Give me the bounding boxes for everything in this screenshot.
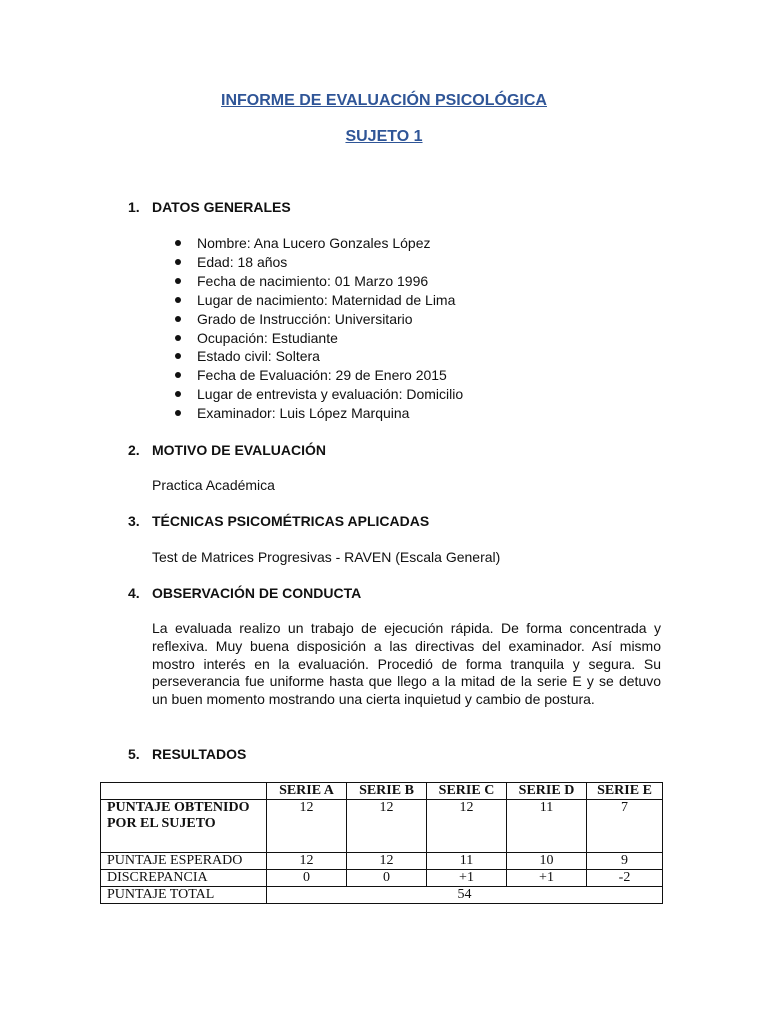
table-cell: +1 <box>427 870 507 887</box>
section-number: 5. <box>128 746 140 762</box>
section-number: 4. <box>128 585 140 601</box>
list-item: Grado de Instrucción: Universitario <box>173 310 463 329</box>
datos-generales-list <box>173 234 463 423</box>
list-item: Ocupación: Estudiante <box>173 329 463 348</box>
table-cell: 7 <box>587 800 663 853</box>
section-title: RESULTADOS <box>152 746 247 762</box>
row-label: PUNTAJE OBTENIDO POR EL SUJETO <box>101 800 267 853</box>
document-subtitle: SUJETO 1 <box>345 128 423 145</box>
bullet-icon <box>175 240 181 246</box>
section-number: 2. <box>128 442 140 458</box>
header-cell <box>101 783 267 800</box>
table-cell: 11 <box>507 800 587 853</box>
list-item: Lugar de entrevista y evaluación: Domicilio <box>173 385 463 404</box>
table-row <box>101 853 663 870</box>
bullet-icon <box>175 335 181 341</box>
document-title: INFORME DE EVALUACIÓN PSICOLÓGICA <box>221 92 547 109</box>
total-cell: 54 <box>267 887 663 904</box>
section-number: 3. <box>128 513 140 529</box>
bullet-icon <box>175 297 181 303</box>
bullet-icon <box>175 353 181 359</box>
list-item: Edad: 18 años <box>173 253 463 272</box>
section-heading-tecnicas <box>128 513 429 529</box>
list-item: Nombre: Ana Lucero Gonzales López <box>173 234 463 253</box>
table-cell: -2 <box>587 870 663 887</box>
table-cell: 0 <box>267 870 347 887</box>
section-heading-observacion <box>128 585 361 601</box>
row-label: DISCREPANCIA <box>101 870 267 887</box>
table-header-row <box>101 783 663 800</box>
list-item: Estado civil: Soltera <box>173 347 463 366</box>
bullet-icon <box>175 372 181 378</box>
table-cell: 9 <box>587 853 663 870</box>
header-cell: SERIE D <box>507 783 587 800</box>
row-label: PUNTAJE ESPERADO <box>101 853 267 870</box>
bullet-icon <box>175 391 181 397</box>
table-cell: 12 <box>267 800 347 853</box>
section-title: TÉCNICAS PSICOMÉTRICAS APLICADAS <box>152 513 430 529</box>
list-item: Fecha de Evaluación: 29 de Enero 2015 <box>173 366 463 385</box>
list-item: Examinador: Luis López Marquina <box>173 404 463 423</box>
header-cell: SERIE A <box>267 783 347 800</box>
table-cell: 12 <box>347 853 427 870</box>
section-heading-resultados <box>128 746 246 762</box>
section-title: DATOS GENERALES <box>152 199 291 215</box>
table-total-row <box>101 887 663 904</box>
section-heading-datos <box>128 199 291 215</box>
table-cell: 11 <box>427 853 507 870</box>
header-cell: SERIE E <box>587 783 663 800</box>
section-title: MOTIVO DE EVALUACIÓN <box>152 442 326 458</box>
table-cell: 12 <box>347 800 427 853</box>
header-cell: SERIE B <box>347 783 427 800</box>
bullet-icon <box>175 410 181 416</box>
motivo-text: Practica Académica <box>152 477 275 493</box>
bullet-icon <box>175 278 181 284</box>
row-label: PUNTAJE TOTAL <box>101 887 267 904</box>
bullet-icon <box>175 259 181 265</box>
list-item: Fecha de nacimiento: 01 Marzo 1996 <box>173 272 463 291</box>
table-row <box>101 870 663 887</box>
table-cell: +1 <box>507 870 587 887</box>
section-number: 1. <box>128 199 140 215</box>
header-cell: SERIE C <box>427 783 507 800</box>
tecnicas-text: Test de Matrices Progresivas - RAVEN (Escala General) <box>152 549 501 565</box>
bullet-icon <box>175 316 181 322</box>
table-row <box>101 800 663 853</box>
section-title: OBSERVACIÓN DE CONDUCTA <box>152 585 362 601</box>
table-cell: 12 <box>267 853 347 870</box>
table-cell: 0 <box>347 870 427 887</box>
list-item: Lugar de nacimiento: Maternidad de Lima <box>173 291 463 310</box>
table-cell: 10 <box>507 853 587 870</box>
section-heading-motivo <box>128 442 326 458</box>
table-cell: 12 <box>427 800 507 853</box>
observacion-paragraph: La evaluada realizo un trabajo de ejecución rápida. De forma concentrada y reflexiva. Muy buena disposición a las directivas del examinador. Así mismo mostro interés en la evaluación. Procedió de forma tranquila y segura. Su perseverancia fue uniforme hasta que llego a la mitad de la serie E y se detuvo un buen momento mostrando una cierta inquietud y cambio de postura. <box>152 620 661 708</box>
results-table <box>100 782 663 904</box>
